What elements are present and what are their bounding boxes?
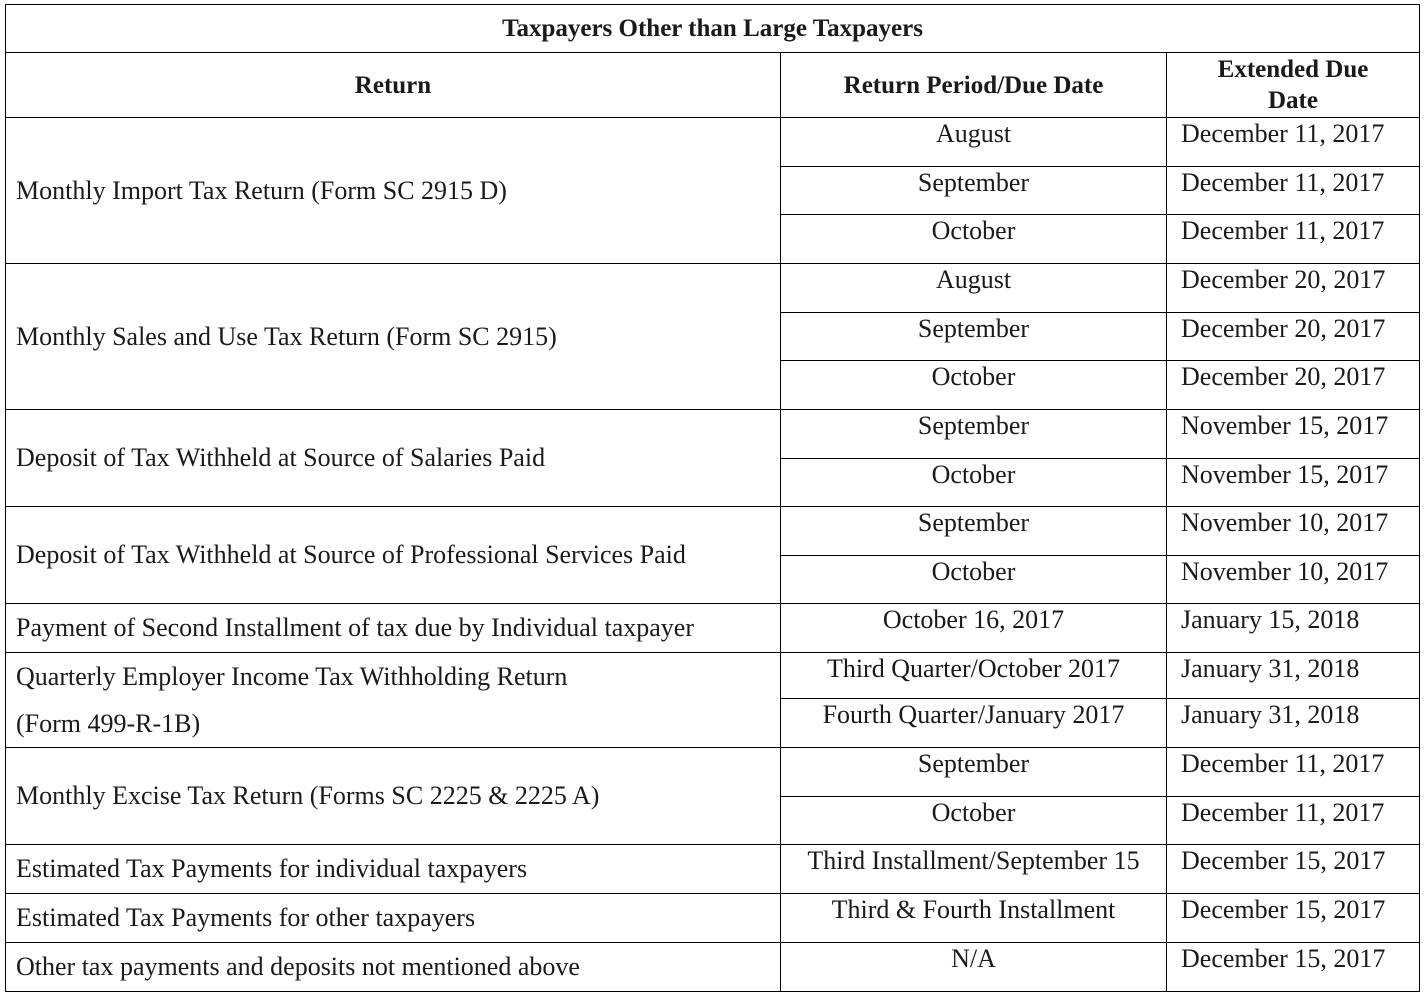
return-period-cell: September [781, 313, 1167, 361]
return-name-text: Monthly Sales and Use Tax Return (Form SC 2915) [16, 321, 557, 351]
return-name-cell [6, 507, 781, 604]
return-name-cell [6, 264, 781, 410]
table-row [6, 410, 1420, 459]
return-name-text: (Form 499-R-1B) [16, 709, 201, 738]
return-period-cell: N/A [781, 943, 1167, 992]
return-name-cell [6, 845, 781, 894]
extended-due-date-cell: December 15, 2017 [1167, 845, 1420, 894]
return-period-cell: October 16, 2017 [781, 604, 1167, 653]
table-row [6, 507, 1420, 556]
return-period-cell: September [781, 748, 1167, 797]
return-name-cell [6, 748, 781, 845]
extended-due-header-line1: Extended Due [1217, 56, 1369, 83]
extended-due-date-cell: December 11, 2017 [1167, 167, 1420, 215]
return-period-cell: October [781, 556, 1167, 604]
extended-due-date-cell: December 15, 2017 [1167, 894, 1420, 943]
extended-due-date-cell: December 20, 2017 [1167, 264, 1420, 313]
extended-due-date-cell: December 11, 2017 [1167, 797, 1420, 845]
extended-due-date-cell: December 20, 2017 [1167, 361, 1420, 410]
return-period-cell: Third Quarter/October 2017 [781, 653, 1167, 699]
return-name-cell [6, 894, 781, 943]
return-period-cell: October [781, 459, 1167, 507]
return-name-cell [6, 653, 781, 748]
return-name-text: Estimated Tax Payments for other taxpayers [16, 903, 476, 932]
return-period-cell: August [781, 264, 1167, 313]
extended-due-date-cell: January 31, 2018 [1167, 699, 1420, 748]
return-name-cell [6, 118, 781, 264]
return-name-cell [6, 943, 781, 992]
extended-due-date-cell: December 11, 2017 [1167, 215, 1420, 264]
table-row [6, 604, 1420, 653]
return-period-cell: September [781, 507, 1167, 556]
return-name-text: Other tax payments and deposits not mentioned above [16, 952, 580, 981]
return-period-cell: Fourth Quarter/January 2017 [781, 699, 1167, 748]
return-name-text: Payment of Second Installment of tax due by Individual taxpayer [16, 613, 694, 642]
table-row [6, 653, 1420, 699]
return-name-text: Estimated Tax Payments for individual taxpayers [16, 854, 528, 883]
return-period-cell: Third Installment/September 15 [781, 845, 1167, 894]
return-name-text: Quarterly Employer Income Tax Withholding Return [16, 662, 568, 691]
return-name-text: Deposit of Tax Withheld at Source of Professional Services Paid [16, 540, 686, 569]
extended-due-date-cell: December 20, 2017 [1167, 313, 1420, 361]
extended-due-date-cell: November 15, 2017 [1167, 459, 1420, 507]
extended-due-date-cell: November 10, 2017 [1167, 556, 1420, 604]
return-column-header: Return [6, 53, 781, 118]
table-row [6, 845, 1420, 894]
return-period-cell: Third & Fourth Installment [781, 894, 1167, 943]
table-row [6, 894, 1420, 943]
return-period-cell: September [781, 167, 1167, 215]
extended-due-date-cell: December 11, 2017 [1167, 118, 1420, 167]
extended-due-date-cell: December 15, 2017 [1167, 943, 1420, 992]
header-row [6, 53, 1420, 118]
period-column-header: Return Period/Due Date [781, 53, 1167, 118]
table-row [6, 118, 1420, 167]
extended-due-date-cell: December 11, 2017 [1167, 748, 1420, 797]
extended-due-header-line2: Date [1268, 87, 1318, 114]
return-period-cell: October [781, 361, 1167, 410]
return-period-cell: September [781, 410, 1167, 459]
return-name-cell [6, 604, 781, 653]
return-name-text: Monthly Import Tax Return (Form SC 2915 D) [16, 175, 507, 205]
return-name-text: Deposit of Tax Withheld at Source of Salaries Paid [16, 443, 546, 472]
table-body [6, 118, 1420, 992]
extended-due-date-cell: January 31, 2018 [1167, 653, 1420, 699]
table-row [6, 748, 1420, 797]
title-row [6, 5, 1420, 53]
return-name-text: Monthly Excise Tax Return (Forms SC 2225 & 2225 A) [16, 781, 600, 810]
extended-due-date-cell: November 15, 2017 [1167, 410, 1420, 459]
extended-due-date-cell: November 10, 2017 [1167, 507, 1420, 556]
return-period-cell: October [781, 797, 1167, 845]
return-period-cell: October [781, 215, 1167, 264]
table-row [6, 264, 1420, 313]
extended-due-column-header [1167, 53, 1420, 118]
table-row [6, 943, 1420, 992]
return-period-cell: August [781, 118, 1167, 167]
return-name-cell [6, 410, 781, 507]
tax-due-date-table [5, 4, 1420, 992]
extended-due-date-cell: January 15, 2018 [1167, 604, 1420, 653]
table-title: Taxpayers Other than Large Taxpayers [6, 5, 1420, 53]
